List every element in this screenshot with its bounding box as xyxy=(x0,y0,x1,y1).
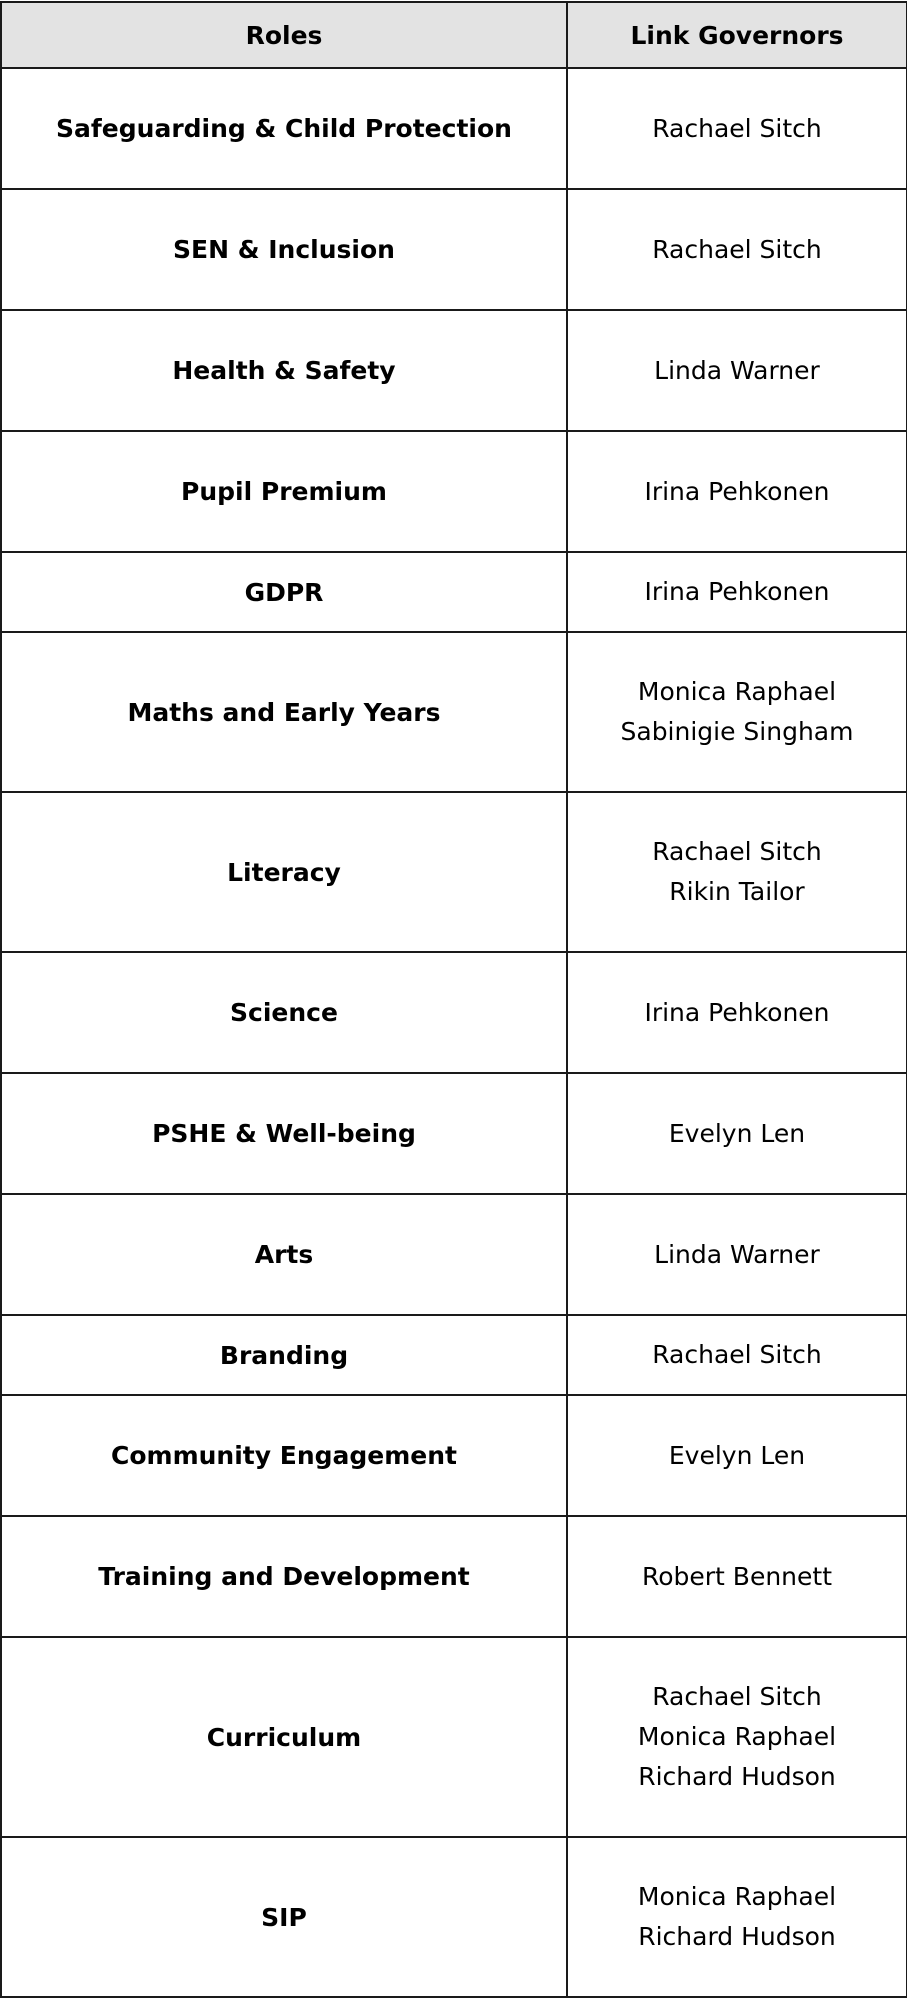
governor-name: Rachael Sitch xyxy=(652,1340,822,1369)
governor-roles-table xyxy=(0,1,907,1998)
role-cell: Arts xyxy=(1,1194,567,1315)
roles-header: Roles xyxy=(1,2,567,68)
table-row xyxy=(1,1073,907,1194)
table-row xyxy=(1,1194,907,1315)
role-cell: Training and Development xyxy=(1,1516,567,1637)
role-cell: Maths and Early Years xyxy=(1,632,567,792)
governors-cell xyxy=(567,1837,907,1997)
governor-name: Richard Hudson xyxy=(638,1922,836,1951)
governor-name: Monica Raphael xyxy=(637,1722,837,1751)
governor-name: Sabinigie Singham xyxy=(620,717,854,746)
governors-cell xyxy=(567,1395,907,1516)
governors-cell xyxy=(567,189,907,310)
role-cell: Curriculum xyxy=(1,1637,567,1837)
table-row xyxy=(1,68,907,189)
governors-cell xyxy=(567,792,907,952)
role-cell: SIP xyxy=(1,1837,567,1997)
governor-name: Monica Raphael xyxy=(637,1882,837,1911)
link-governors-header: Link Governors xyxy=(567,2,907,68)
governor-name: Evelyn Len xyxy=(668,1440,806,1470)
governor-name: Richard Hudson xyxy=(638,1762,836,1791)
table-row xyxy=(1,552,907,632)
governors-cell xyxy=(567,1194,907,1315)
governors-cell xyxy=(567,632,907,792)
table-header-row xyxy=(1,2,907,68)
governors-cell xyxy=(567,1637,907,1837)
table-row xyxy=(1,1516,907,1637)
table-row xyxy=(1,792,907,952)
governor-name: Irina Pehkonen xyxy=(644,476,830,506)
role-cell: Science xyxy=(1,952,567,1073)
governors-cell xyxy=(567,310,907,431)
table-row xyxy=(1,189,907,310)
table-row xyxy=(1,310,907,431)
governor-name: Evelyn Len xyxy=(668,1118,806,1148)
table-row xyxy=(1,1315,907,1395)
governor-name: Rikin Tailor xyxy=(669,877,805,906)
role-cell: SEN & Inclusion xyxy=(1,189,567,310)
governor-name: Rachael Sitch xyxy=(652,1682,822,1711)
governors-cell xyxy=(567,1073,907,1194)
table-row xyxy=(1,952,907,1073)
table-body xyxy=(1,68,907,1997)
role-cell: Community Engagement xyxy=(1,1395,567,1516)
table-row xyxy=(1,1837,907,1997)
governors-cell xyxy=(567,552,907,632)
table-row xyxy=(1,632,907,792)
governor-name: Rachael Sitch xyxy=(652,113,822,143)
governors-cell xyxy=(567,1516,907,1637)
governor-name: Robert Bennett xyxy=(641,1561,833,1591)
governors-cell xyxy=(567,431,907,552)
role-cell: Literacy xyxy=(1,792,567,952)
governor-name: Monica Raphael xyxy=(637,677,837,706)
role-cell: Branding xyxy=(1,1315,567,1395)
governor-name: Irina Pehkonen xyxy=(644,577,830,606)
role-cell: PSHE & Well-being xyxy=(1,1073,567,1194)
role-cell: GDPR xyxy=(1,552,567,632)
role-cell: Health & Safety xyxy=(1,310,567,431)
governor-name: Linda Warner xyxy=(654,1239,820,1269)
governor-name: Linda Warner xyxy=(654,355,820,385)
table-row xyxy=(1,1395,907,1516)
table-row xyxy=(1,431,907,552)
governor-name: Irina Pehkonen xyxy=(644,997,830,1027)
role-cell: Safeguarding & Child Protection xyxy=(1,68,567,189)
table-row xyxy=(1,1637,907,1837)
governor-name: Rachael Sitch xyxy=(652,837,822,866)
governor-name: Rachael Sitch xyxy=(652,234,822,264)
governors-cell xyxy=(567,68,907,189)
governors-cell xyxy=(567,1315,907,1395)
role-cell: Pupil Premium xyxy=(1,431,567,552)
governors-cell xyxy=(567,952,907,1073)
